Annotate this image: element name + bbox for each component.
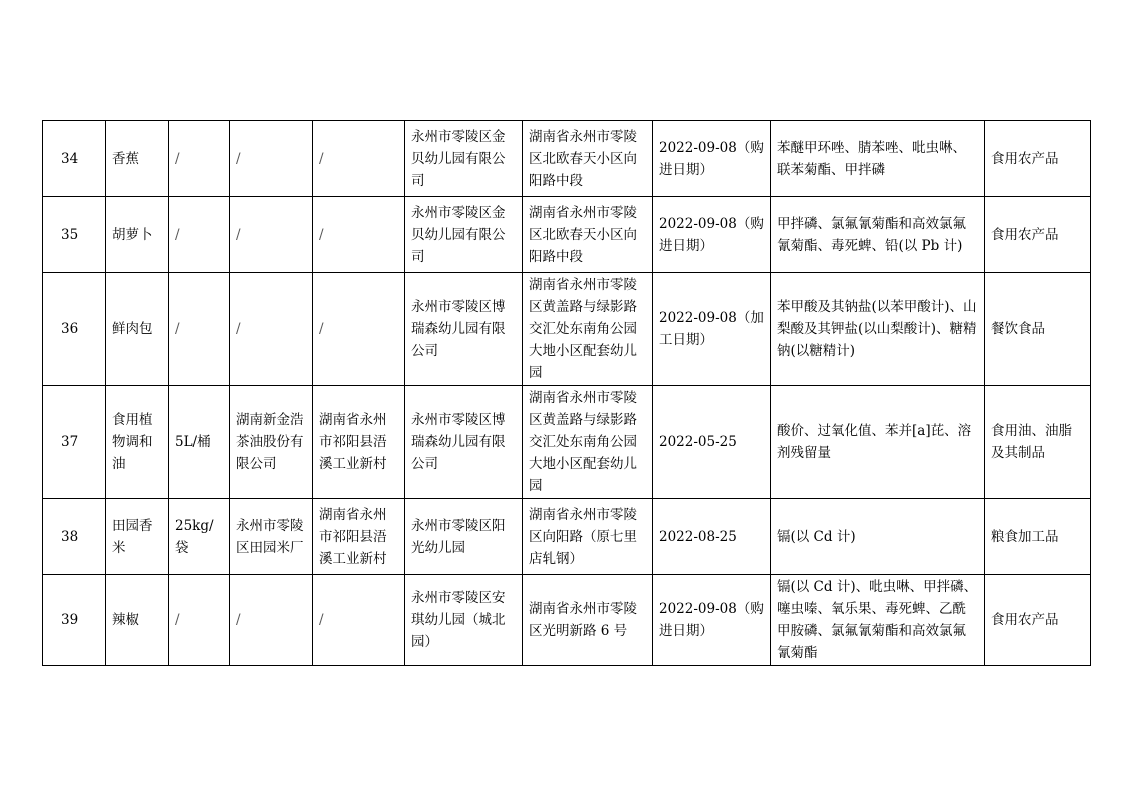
sample-spec: / xyxy=(169,575,230,666)
sample-spec: / xyxy=(169,273,230,386)
table-row xyxy=(43,273,1091,386)
sample-name: 鲜肉包 xyxy=(106,273,169,386)
seller-address: 湖南省永州市零陵区黄盖路与绿影路交汇处东南角公园大地小区配套幼儿园 xyxy=(523,386,653,499)
row-number: 35 xyxy=(43,197,106,273)
sample-spec: / xyxy=(169,197,230,273)
producer-name: / xyxy=(230,273,313,386)
producer-name: 永州市零陵区田园米厂 xyxy=(230,499,313,575)
sample-date: 2022-09-08（购进日期） xyxy=(653,197,771,273)
test-items: 苯醚甲环唑、腈苯唑、吡虫啉、联苯菊酯、甲拌磷 xyxy=(771,121,985,197)
seller-name: 永州市零陵区阳光幼儿园 xyxy=(405,499,523,575)
sample-spec: / xyxy=(169,121,230,197)
test-items: 酸价、过氧化值、苯并[a]芘、溶剂残留量 xyxy=(771,386,985,499)
food-category: 食用农产品 xyxy=(985,197,1091,273)
producer-address: 湖南省永州市祁阳县浯溪工业新村 xyxy=(313,499,405,575)
producer-address: / xyxy=(313,273,405,386)
table-row xyxy=(43,121,1091,197)
sample-date: 2022-09-08（加工日期） xyxy=(653,273,771,386)
test-items: 镉(以 Cd 计) xyxy=(771,499,985,575)
row-number: 36 xyxy=(43,273,106,386)
seller-address: 湖南省永州市零陵区北欧春天小区向阳路中段 xyxy=(523,121,653,197)
row-number: 34 xyxy=(43,121,106,197)
sample-date: 2022-08-25 xyxy=(653,499,771,575)
table-row xyxy=(43,197,1091,273)
document-page xyxy=(42,120,1090,666)
seller-name: 永州市零陵区金贝幼儿园有限公司 xyxy=(405,121,523,197)
producer-address: / xyxy=(313,197,405,273)
row-number: 38 xyxy=(43,499,106,575)
food-category: 食用农产品 xyxy=(985,121,1091,197)
producer-name: / xyxy=(230,121,313,197)
seller-address: 湖南省永州市零陵区黄盖路与绿影路交汇处东南角公园大地小区配套幼儿园 xyxy=(523,273,653,386)
sample-date: 2022-05-25 xyxy=(653,386,771,499)
seller-address: 湖南省永州市零陵区北欧春天小区向阳路中段 xyxy=(523,197,653,273)
test-items: 甲拌磷、氯氟氰菊酯和高效氯氟氰菊酯、毒死蜱、铅(以 Pb 计) xyxy=(771,197,985,273)
producer-address: / xyxy=(313,575,405,666)
seller-address: 湖南省永州市零陵区光明新路 6 号 xyxy=(523,575,653,666)
test-items: 苯甲酸及其钠盐(以苯甲酸计)、山梨酸及其钾盐(以山梨酸计)、糖精钠(以糖精计) xyxy=(771,273,985,386)
sample-spec: 25kg/袋 xyxy=(169,499,230,575)
sample-name: 辣椒 xyxy=(106,575,169,666)
test-items: 镉(以 Cd 计)、吡虫啉、甲拌磷、噻虫嗪、氧乐果、毒死蜱、乙酰甲胺磷、氯氟氰菊酯和高效氯氟氰菊酯 xyxy=(771,575,985,666)
sample-name: 田园香米 xyxy=(106,499,169,575)
seller-name: 永州市零陵区博瑞森幼儿园有限公司 xyxy=(405,273,523,386)
table-row xyxy=(43,575,1091,666)
producer-name: 湖南新金浩茶油股份有限公司 xyxy=(230,386,313,499)
seller-address: 湖南省永州市零陵区向阳路（原七里店轧钢） xyxy=(523,499,653,575)
sample-name: 香蕉 xyxy=(106,121,169,197)
row-number: 37 xyxy=(43,386,106,499)
food-category: 食用油、油脂及其制品 xyxy=(985,386,1091,499)
sample-name: 食用植物调和油 xyxy=(106,386,169,499)
producer-name: / xyxy=(230,575,313,666)
seller-name: 永州市零陵区安琪幼儿园（城北园） xyxy=(405,575,523,666)
producer-name: / xyxy=(230,197,313,273)
sample-date: 2022-09-08（购进日期） xyxy=(653,575,771,666)
food-category: 餐饮食品 xyxy=(985,273,1091,386)
food-category: 食用农产品 xyxy=(985,575,1091,666)
row-number: 39 xyxy=(43,575,106,666)
seller-name: 永州市零陵区博瑞森幼儿园有限公司 xyxy=(405,386,523,499)
sampling-results-table xyxy=(42,120,1091,666)
table-row xyxy=(43,499,1091,575)
food-category: 粮食加工品 xyxy=(985,499,1091,575)
sample-spec: 5L/桶 xyxy=(169,386,230,499)
producer-address: / xyxy=(313,121,405,197)
table-row xyxy=(43,386,1091,499)
producer-address: 湖南省永州市祁阳县浯溪工业新村 xyxy=(313,386,405,499)
sample-name: 胡萝卜 xyxy=(106,197,169,273)
seller-name: 永州市零陵区金贝幼儿园有限公司 xyxy=(405,197,523,273)
sample-date: 2022-09-08（购进日期） xyxy=(653,121,771,197)
